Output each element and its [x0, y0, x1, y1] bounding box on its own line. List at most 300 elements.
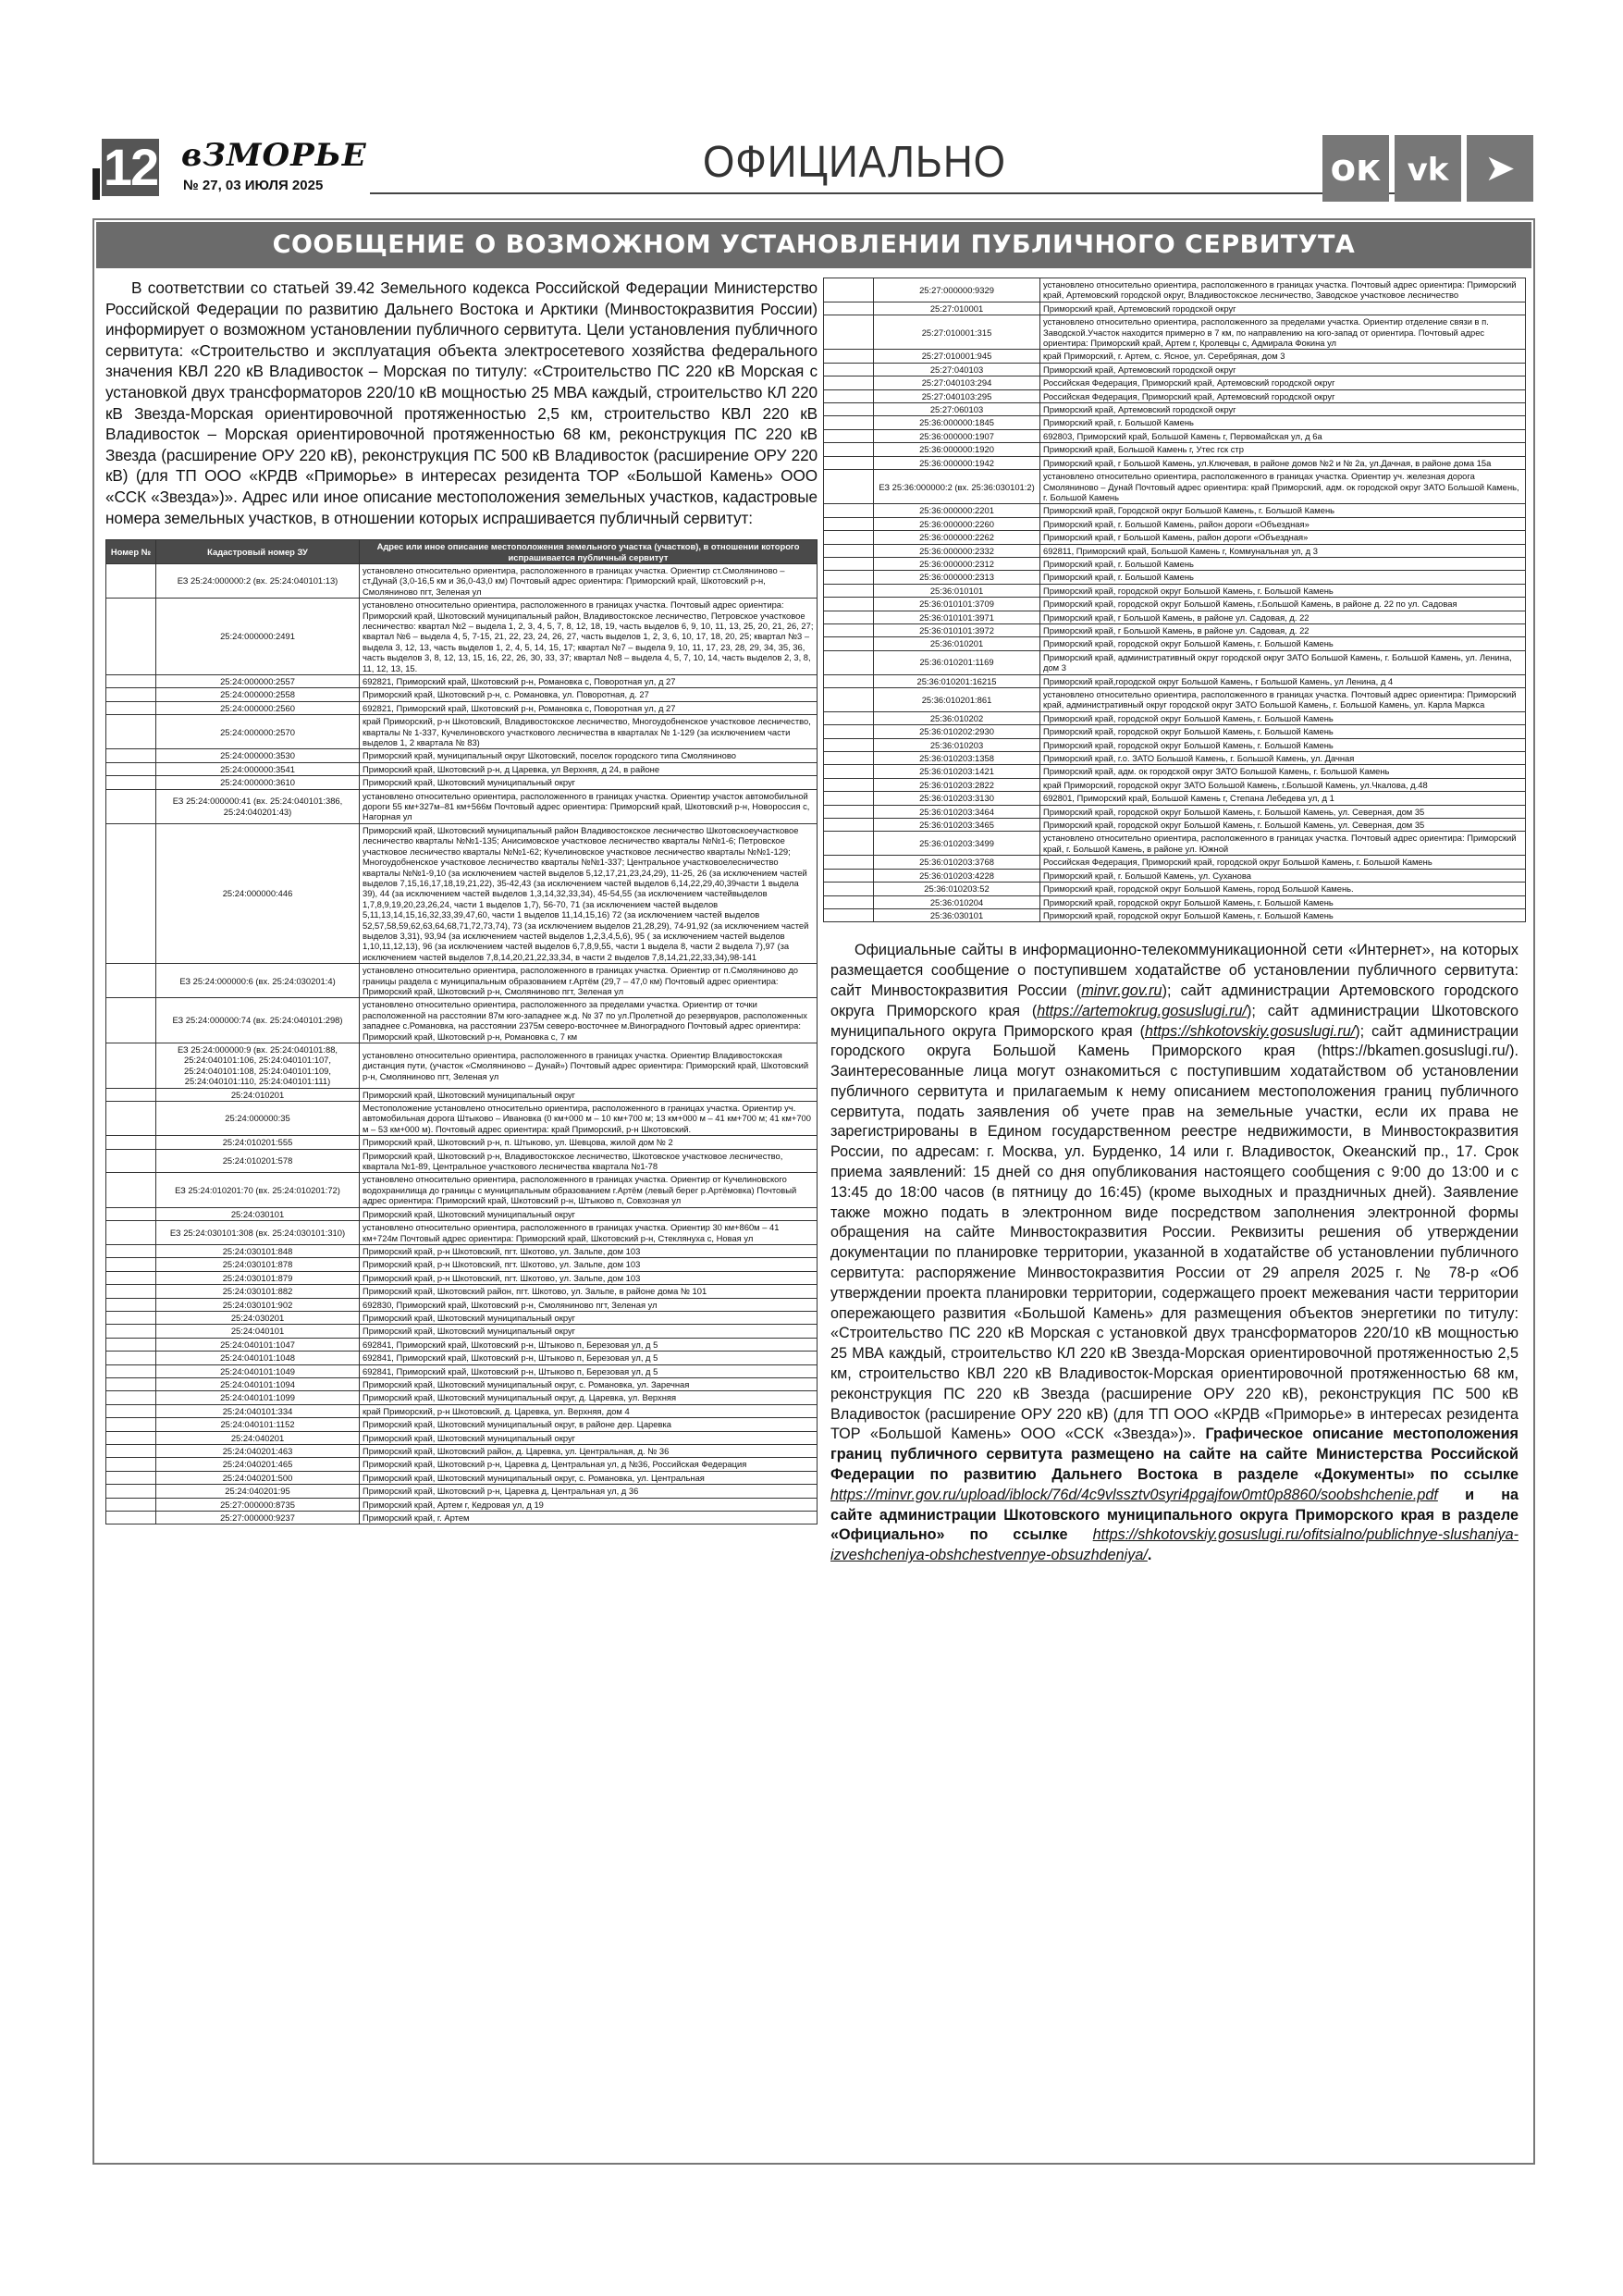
- cadastral-number: 25:27:040103: [874, 363, 1040, 376]
- cadastral-number: 25:27:010001:945: [874, 350, 1040, 363]
- table-row: [824, 544, 1526, 557]
- cadastral-number: 25:24:030101:882: [156, 1285, 360, 1298]
- intro-paragraph: В соответствии со статьей 39.42 Земельного кодекса Российской Федерации Министерство Российской Федерации по развитию Дальнего Востока и Арктики (Минвостокразвития России) информирует о возможном установлении публичного сервитута. Цели установления публичного сервитута: «Строительство и эксплуатация объекта электросетевого хозяйства федерального значения КВЛ 220 кВ Владивосток – Морская по титулу: «Строительство ПС 220 кВ Морская с установкой двух трансформаторов 220/10 кВ мощностью 25 МВА каждый, строительство КЛ 220 кВ Звезда-Морская ориентировочной протяженностью 2,5 км, строительство КВЛ 220 кВ Владивосток – Морская ориентировочной протяженностью 68 км, реконструкция ПС 220 кВ Звезда (расширение ОРУ 220 кВ), реконструкция ПС 500 кВ Владивосток (расширение ОРУ 220 кВ) (для ТП ООО «КРДВ «Приморье» в интересах резидента ТОР «Большой Камень» ООО «ССК «Звезда»)». Адрес или иное описание местоположения земельных участков, кадастровые номера земельных участков, в отношении которых испрашивается публичный сервитут:: [105, 278, 818, 527]
- cadastral-number: 25:24:040201:500: [156, 1471, 360, 1484]
- table-row: [106, 1418, 818, 1431]
- row-number: [824, 363, 874, 376]
- parcel-address: Приморский край, г. Большой Камень: [1040, 416, 1526, 429]
- row-number: [106, 1043, 156, 1089]
- table-row: [824, 819, 1526, 832]
- row-number: [824, 908, 874, 921]
- row-number: [824, 443, 874, 456]
- table-row: [824, 895, 1526, 908]
- table-row: [824, 517, 1526, 530]
- cadastral-number: 25:36:010204: [874, 895, 1040, 908]
- cadastral-number: 25:36:000000:1942: [874, 456, 1040, 469]
- cadastral-number: ЕЗ 25:36:000000:2 (вх. 25:36:030101:2): [874, 470, 1040, 504]
- cadastral-number: 25:36:000000:1907: [874, 429, 1040, 442]
- cadastral-number: ЕЗ 25:24:000000:41 (вх. 25:24:040101:386, 25:24:040201:43): [156, 789, 360, 823]
- header-bar: [92, 168, 100, 200]
- parcel-address: край Приморский, р-н Шкотовский, Владивостокское лесничество, Многоудобненское участковое лесничество, кварталы № 1-337, Кучелиновского участкового лесничества в кварталах № 1-129 (за исключением части выделов 1, 2 квартала № 83): [360, 715, 818, 749]
- parcel-address: 692841, Приморский край, Шкотовский р-н, Штыково п, Березовая ул, д 5: [360, 1364, 818, 1377]
- row-number: [106, 1173, 156, 1207]
- parcel-address: 692801, Приморский край, Большой Камень г, Степана Лебедева ул, д 1: [1040, 792, 1526, 805]
- cadastral-number: 25:36:000000:2313: [874, 571, 1040, 584]
- row-number: [824, 792, 874, 805]
- parcel-address: 692803, Приморский край, Большой Камень г, Первомайская ул, д 6а: [1040, 429, 1526, 442]
- row-number: [824, 752, 874, 765]
- row-number: [106, 1431, 156, 1444]
- cadastral-number: 25:36:000000:2201: [874, 504, 1040, 517]
- parcel-address: Приморский край, р-н Шкотовский, пгт. Шкотово, ул. Зальпе, дом 103: [360, 1258, 818, 1271]
- parcel-address: край Приморский, городской округ ЗАТО Большой Камень, г.Большой Камень, ул.Чкалова, д.48: [1040, 778, 1526, 791]
- newspaper-logo: вЗМОРЬЕ: [181, 137, 367, 174]
- cadastral-number: 25:36:000000:2260: [874, 517, 1040, 530]
- table-row: [824, 403, 1526, 416]
- parcel-address: Приморский край, Шкотовский район, д. Царевка, ул. Центральная, д. № 36: [360, 1445, 818, 1458]
- table-row: [106, 1364, 818, 1377]
- table-row: [106, 1285, 818, 1298]
- cadastral-number: 25:24:030101:878: [156, 1258, 360, 1271]
- table-row: [824, 623, 1526, 636]
- issue-info: № 27, 03 ИЮЛЯ 2025: [183, 178, 324, 193]
- table-row: [824, 376, 1526, 389]
- cadastral-number: 25:36:010203:3768: [874, 856, 1040, 869]
- table-row: [824, 883, 1526, 895]
- parcel-address: Приморский край, р-н Шкотовский, пгт. Шкотово, ул. Зальпе, дом 103: [360, 1244, 818, 1257]
- right-column: [823, 278, 1526, 1566]
- table-row: [106, 1102, 818, 1136]
- table-row: [106, 789, 818, 823]
- outro-text: Официальные сайты в информационно-телекоммуникационной сети «Интернет», на которых размещается сообщение о поступившем ходатайстве об установлении публичного сервитута: сайт Минвостокразвития России (: [830, 942, 1518, 999]
- parcel-address: Приморский край, Шкотовский муниципальный округ, с. Романовка, ул. Центральная: [360, 1471, 818, 1484]
- cadastral-number: 25:24:000000:2558: [156, 688, 360, 701]
- vk-icon[interactable]: vk: [1395, 135, 1461, 202]
- parcel-address: край Приморский, г. Артем, с. Ясное, ул. Серебряная, дом 3: [1040, 350, 1526, 363]
- parcel-address: Приморский край, городской округ Большой Камень, г. Большой Камень: [1040, 725, 1526, 738]
- cadastral-number: 25:36:000000:2332: [874, 544, 1040, 557]
- telegram-icon[interactable]: ➤: [1467, 135, 1533, 202]
- cadastral-number: ЕЗ 25:24:030101:308 (вх. 25:24:030101:310): [156, 1221, 360, 1245]
- cadastral-number: 25:24:040101:1047: [156, 1338, 360, 1351]
- parcel-address: Российская Федерация, Приморский край, городской округ Большой Камень, г. Большой Камень: [1040, 856, 1526, 869]
- table-row: [824, 792, 1526, 805]
- cadastral-number: 25:36:010201: [874, 637, 1040, 650]
- cadastral-number: 25:36:010203:4228: [874, 869, 1040, 882]
- table-row: [106, 762, 818, 775]
- parcel-address: установлено относительно ориентира, расположенного в границах участка. Ориентир от Кучелиновского водохранилища до границы с муниципальным образованием г.Артём (левый берег р.Артёмовка) Почтовый адрес ориентира: Приморский край, Шкотовский р-н, Штыково п, Совхозная ул: [360, 1173, 818, 1207]
- parcel-address: Приморский край, Шкотовский муниципальный округ: [360, 1207, 818, 1220]
- parcel-address: Приморский край, Шкотовский р-н, п. Штыково, ул. Шевцова, жилой дом № 2: [360, 1136, 818, 1149]
- row-number: [106, 964, 156, 998]
- table-row: [824, 688, 1526, 712]
- row-number: [106, 1445, 156, 1458]
- row-number: [106, 762, 156, 775]
- link-official-page[interactable]: https://shkotovskiy.gosuslugi.ru/ofitsialno/publichnye-slushaniya-izveshcheniya-obshchestvennye-obsuzhdeniya/: [830, 1526, 1518, 1564]
- cadastral-number: 25:27:000000:9329: [874, 278, 1040, 302]
- parcel-address: Приморский край, городской округ Большой Камень, г. Большой Камень: [1040, 637, 1526, 650]
- parcels-table-right: [823, 278, 1526, 922]
- table-row: [824, 389, 1526, 402]
- parcel-address: установлено относительно ориентира, расположенного за пределами участка. Ориентир от точки расположенной на расстоянии 87м юго-западнее ж.д. № 37 по ул.Пролетной до резервуаров, расположенных западнее с.Романовка, на расстоянии 2375м северо-восточнее м.Виноградного Почтовый адрес ориентира: Приморский край, Шкотовский р-н, Романовка с, 7 км: [360, 998, 818, 1043]
- table-row: [106, 998, 818, 1043]
- link-shkotovo[interactable]: https://shkotovskiy.gosuslugi.ru/: [1144, 1022, 1356, 1040]
- row-number: [106, 1418, 156, 1431]
- parcel-address: Приморский край, городской округ Большой Камень, г. Большой Камень, ул. Северная, дом 35: [1040, 805, 1526, 818]
- row-number: [106, 1404, 156, 1417]
- parcel-address: Приморский край, Шкотовский р-н, Царевка д, Центральная ул, д 36: [360, 1485, 818, 1498]
- ok-icon[interactable]: ок: [1322, 135, 1389, 202]
- table-row: [824, 531, 1526, 544]
- cadastral-number: 25:24:040201: [156, 1431, 360, 1444]
- parcel-address: Приморский край, административный округ городской округ ЗАТО Большой Камень, г. Большой Камень, ул. Ленина, дом 3: [1040, 650, 1526, 674]
- row-number: [106, 1498, 156, 1511]
- row-number: [824, 738, 874, 751]
- cadastral-number: 25:36:010203:3464: [874, 805, 1040, 818]
- parcel-address: Приморский край, г Большой Камень, в районе ул. Садовая, д. 22: [1040, 611, 1526, 623]
- parcel-address: Приморский край, г. Артем: [360, 1512, 818, 1524]
- parcel-address: 692841, Приморский край, Шкотовский р-н, Штыково п, Березовая ул, д 5: [360, 1338, 818, 1351]
- parcel-address: 692830, Приморский край, Шкотовский р-н, Смоляниново пгт, Зеленая ул: [360, 1298, 818, 1311]
- parcel-address: Приморский край, городской округ Большой Камень, г. Большой Камень: [1040, 895, 1526, 908]
- parcel-address: Приморский край, г Большой Камень, район дороги «Объездная»: [1040, 531, 1526, 544]
- parcel-address: Приморский край, городской округ Большой Камень, г. Большой Камень: [1040, 908, 1526, 921]
- row-number: [106, 1298, 156, 1311]
- cadastral-number: 25:36:010203:2822: [874, 778, 1040, 791]
- row-number: [824, 557, 874, 570]
- table-row: [106, 964, 818, 998]
- table-row: [106, 701, 818, 714]
- table-row: [824, 584, 1526, 597]
- table-row: [824, 470, 1526, 504]
- outro-text: ); сайт администрации Артемовского городского округа Приморского края (: [830, 981, 1518, 1019]
- table-row: [824, 637, 1526, 650]
- parcel-address: Приморский край, Шкотовский муниципальный округ, д. Царевка, ул. Верхняя: [360, 1391, 818, 1404]
- row-number: [824, 571, 874, 584]
- cadastral-number: 25:36:010203:3499: [874, 832, 1040, 856]
- table-row: [106, 1043, 818, 1089]
- table-row: [106, 1298, 818, 1311]
- row-number: [824, 470, 874, 504]
- table-row: [824, 363, 1526, 376]
- row-number: [106, 789, 156, 823]
- row-number: [106, 1377, 156, 1390]
- cadastral-number: 25:36:010201:16215: [874, 674, 1040, 687]
- parcel-address: Приморский край, Шкотовский муниципальный округ, в районе дер. Царевка: [360, 1418, 818, 1431]
- table-row: [106, 1431, 818, 1444]
- row-number: [106, 1244, 156, 1257]
- parcel-address: Приморский край, Шкотовский р-н, с. Романовка, ул. Поворотная, д. 27: [360, 688, 818, 701]
- table-row: [106, 1258, 818, 1271]
- table-row: [824, 315, 1526, 350]
- left-column: [105, 278, 818, 1524]
- table-row: [824, 711, 1526, 724]
- parcel-address: Приморский край, г Большой Камень, в районе ул. Садовая, д. 22: [1040, 623, 1526, 636]
- row-number: [106, 1207, 156, 1220]
- table-row: [106, 1338, 818, 1351]
- cadastral-number: 25:24:030101:902: [156, 1298, 360, 1311]
- table-row: [824, 752, 1526, 765]
- cadastral-number: ЕЗ 25:24:000000:2 (вх. 25:24:040101:13): [156, 563, 360, 598]
- table-row: [824, 832, 1526, 856]
- row-number: [106, 1271, 156, 1284]
- parcel-address: установлено относительно ориентира, расположенного в границах участка. Почтовый адрес ориентира: Приморский край, Артемовский городской округ, Владивостокское лесничество, Заводское участковое лесничество: [1040, 278, 1526, 302]
- cadastral-number: 25:27:010001: [874, 302, 1040, 315]
- outro-bold-text: и на сайте администрации Шкотовского муниципального округа Приморского края в разделе «Официально» по ссылке: [830, 1486, 1518, 1544]
- row-number: [106, 688, 156, 701]
- table-row: [106, 1498, 818, 1511]
- cadastral-number: ЕЗ 25:24:000000:74 (вх. 25:24:040101:298): [156, 998, 360, 1043]
- parcel-address: Приморский край, г Большой Камень, ул.Ключевая, в районе домов №2 и № 2а, ул.Дачная, в районе дома 15а: [1040, 456, 1526, 469]
- row-number: [824, 389, 874, 402]
- row-number: [106, 1149, 156, 1173]
- cadastral-number: 25:36:010202: [874, 711, 1040, 724]
- row-number: [824, 688, 874, 712]
- cadastral-number: 25:36:000000:2312: [874, 557, 1040, 570]
- table-row: [824, 725, 1526, 738]
- table-row: [824, 429, 1526, 442]
- parcel-address: Приморский край, г. Большой Камень: [1040, 571, 1526, 584]
- parcel-address: 692821, Приморский край, Шкотовский р-н, Романовка с, Поворотная ул, д 27: [360, 701, 818, 714]
- cadastral-number: 25:24:000000:3541: [156, 762, 360, 775]
- table-row: [824, 278, 1526, 302]
- cadastral-number: 25:24:000000:2491: [156, 599, 360, 675]
- cadastral-number: 25:36:010201:1169: [874, 650, 1040, 674]
- cadastral-number: ЕЗ 25:24:000000:6 (вх. 25:24:030201:4): [156, 964, 360, 998]
- parcel-address: установлено относительно ориентира, расположенного в границах участка. Ориентир участок автомобильной дороги 55 км+327м–81 км+566м Почтовый адрес ориентира: Приморский край, Шкотовский р-н, Новороссия с, Нагорная ул: [360, 789, 818, 823]
- row-number: [824, 416, 874, 429]
- table-row: [824, 650, 1526, 674]
- table-row: [106, 1311, 818, 1324]
- parcel-address: установлено относительно ориентира, расположенного в границах участка. Почтовый адрес ориентира: Приморский край, Шкотовский муниципальный район, Владивостокское лесничество, Петровское участковое лесничество: квартал №2 – выдела 1, 2, 3, 4, 5, 7, 8, 12, 18, 19, часть выделов 6, 9, 10, 11, 13, 25, 20, 21, 26, 27; квартал №6 – выдела 4, 5, 7-15, 21, 22, 23, 24, 26, 27, часть выделов 1, 2, 3, 6, 10, 17, 18, 20, 25; квартал №3 – выдела 3, 12, 13, часть выделов 1, 2, 4, 5, 14, 15, 17; квартал №7 – выдела 9, 10, 11, 17, 23, 28, 29, 34, 35, 36, часть выделов 3, 8, 12, 13, 15, 16, 22, 26, 30, 33, 37; квартал №8 – выдела 4, 5, 7, 10, 14, часть выделов 2, 3, 8, 11, 12, 13, 15.: [360, 599, 818, 675]
- cadastral-number: 25:27:040103:294: [874, 376, 1040, 389]
- table-row: [106, 688, 818, 701]
- col-address: Адрес или иное описание местоположения земельного участка (участков), в отношении которого испрашивается публичный сервитут: [360, 540, 818, 564]
- cadastral-number: 25:36:010203:1358: [874, 752, 1040, 765]
- table-row: [824, 778, 1526, 791]
- cadastral-number: 25:36:000000:2262: [874, 531, 1040, 544]
- parcel-address: Приморский край, р-н Шкотовский, пгт. Шкотово, ул. Зальпе, дом 103: [360, 1271, 818, 1284]
- row-number: [106, 1352, 156, 1364]
- table-row: [106, 599, 818, 675]
- row-number: [824, 429, 874, 442]
- row-number: [106, 715, 156, 749]
- row-number: [824, 832, 874, 856]
- table-row: [824, 571, 1526, 584]
- cadastral-number: 25:24:000000:2570: [156, 715, 360, 749]
- cadastral-number: 25:24:030201: [156, 1311, 360, 1324]
- parcel-address: край Приморский, р-н Шкотовский, д. Царевка, ул. Верхняя, дом 4: [360, 1404, 818, 1417]
- parcel-address: Приморский край, муниципальный округ Шкотовский, поселок городского типа Смоляниново: [360, 749, 818, 762]
- row-number: [824, 302, 874, 315]
- table-row: [106, 1173, 818, 1207]
- cadastral-number: 25:24:040101:1152: [156, 1418, 360, 1431]
- table-row: [106, 1471, 818, 1484]
- link-artem[interactable]: https://artemokrug.gosuslugi.ru/: [1037, 1002, 1248, 1019]
- row-number: [824, 315, 874, 350]
- cadastral-number: 25:36:010203:52: [874, 883, 1040, 895]
- cadastral-number: 25:24:030101:879: [156, 1271, 360, 1284]
- parcel-address: установлено относительно ориентира, расположенного в границах участка. Ориентир уч. железная дорога Смоляниново – Дунай Почтовый адрес ориентира: край Приморский, адм. ок городской округ ЗАТО Большой Камень, г. Большой Камень: [1040, 470, 1526, 504]
- table-row: [824, 302, 1526, 315]
- cadastral-number: 25:24:000000:2557: [156, 675, 360, 688]
- table-row: [824, 350, 1526, 363]
- parcel-address: Приморский край, Шкотовский р-н, Владивостокское лесничество, Шкотовское участковое лесничество, квартала №1-89, Центральное участкового лесничества квартала №1-78: [360, 1149, 818, 1173]
- table-row: [106, 1136, 818, 1149]
- row-number: [824, 403, 874, 416]
- row-number: [106, 1485, 156, 1498]
- cadastral-number: 25:36:010101:3971: [874, 611, 1040, 623]
- row-number: [824, 598, 874, 611]
- parcel-address: Приморский край, Артемовский городской округ: [1040, 403, 1526, 416]
- row-number: [106, 563, 156, 598]
- cadastral-number: 25:24:000000:3530: [156, 749, 360, 762]
- cadastral-number: 25:24:040101:1099: [156, 1391, 360, 1404]
- cadastral-number: 25:36:010202:2930: [874, 725, 1040, 738]
- cadastral-number: 25:24:040101: [156, 1325, 360, 1338]
- cadastral-number: 25:24:040201:463: [156, 1445, 360, 1458]
- row-number: [824, 765, 874, 778]
- row-number: [106, 998, 156, 1043]
- parcel-address: Приморский край, г. Большой Камень, район дороги «Объездная»: [1040, 517, 1526, 530]
- col-cadastral: Кадастровый номер ЗУ: [156, 540, 360, 564]
- row-number: [824, 895, 874, 908]
- table-row: [824, 557, 1526, 570]
- parcel-address: Приморский край, Шкотовский район, пгт. Шкотово, ул. Зальпе, в районе дома № 101: [360, 1285, 818, 1298]
- row-number: [106, 599, 156, 675]
- parcel-address: установлено относительно ориентира, расположенного в границах участка. Почтовый адрес ориентира: Приморский край, административный округ городской округ ЗАТО Большой Камень, г. Большой Камень, ул. Карла Маркса: [1040, 688, 1526, 712]
- table-row: [824, 611, 1526, 623]
- article-headline: СООБЩЕНИЕ О ВОЗМОЖНОМ УСТАНОВЛЕНИИ ПУБЛИЧНОГО СЕРВИТУТА: [96, 222, 1531, 268]
- row-number: [106, 701, 156, 714]
- table-row: [824, 805, 1526, 818]
- cadastral-number: 25:27:000000:9237: [156, 1512, 360, 1524]
- cadastral-number: 25:24:030101:848: [156, 1244, 360, 1257]
- table-row: [824, 856, 1526, 869]
- parcel-address: Приморский край, г. Большой Камень, ул. Суханова: [1040, 869, 1526, 882]
- table-row: [106, 749, 818, 762]
- cadastral-number: 25:36:010203:3130: [874, 792, 1040, 805]
- cadastral-number: 25:24:040101:1049: [156, 1364, 360, 1377]
- row-number: [824, 819, 874, 832]
- parcel-address: Приморский край,городской округ Большой Камень, г Большой Камень, ул Ленина, д 4: [1040, 674, 1526, 687]
- parcel-address: Приморский край, Шкотовский муниципальный район Владивостокское лесничество Шкотовскоеучастковое лесничество кварталы №№1-135; Анисимовское участковое лесничество кварталы №№1-6; Петровское участковое лесничество кварталы №№1-62; Кучелиновское участковое лесничество кварталы №№1-129; Многоудобненское участковое лесничество кварталы №№1-337; Центральное участковоелесничество кварталы №№1-9,10 (за исключением частей выделов 5,12,17,21,23,24,29), 11-25, 26 (за исключением частей выделов 7,15,16,17,18,19,21,22), 35-42,43 (за исключением частей выделов 6,14,22,29,40,39части 1 выдела 39), 44 (за исключением частей выделов 1,3,14,32,33,34), 45-54,55 (за исключением частейвыделов 1,7,8,9,19,20,23,26,24, части 1 выделов 1,7), 56-70, 71 (за исключением частей выделов 5,11,13,14,15,16,32,33,39,47,60, части 1 выделов 11,14,15,16) 72 (за исключением частей выделов 52,57,58,59,62,63,64,68,71,72,73,74), 73 (за исключением выделов 21,28,29), 74-91,92 (за исключением частей выделов 3,31), 93,94 (за исключением частей выделов 1,2,3,4,5,6), 95 ( за исключением частей выделов 1,10,11,12,13), 96 (за исключением частей выделов 6,7,8,9,55, части 1 выдела 8, части 2 выдела 7),97 (за исключением частей выделов 7,8,14,20,21,22,33,34, в части 2 выделов 7,8,14,21,22,33,34),98-141: [360, 823, 818, 963]
- table-row: [824, 908, 1526, 921]
- table-row: [824, 504, 1526, 517]
- parcel-address: 692811, Приморский край, Большой Камень г, Коммунальная ул, д 3: [1040, 544, 1526, 557]
- parcel-address: Приморский край, городской округ Большой Камень, г. Большой Камень: [1040, 711, 1526, 724]
- row-number: [824, 611, 874, 623]
- parcel-address: установлено относительно ориентира, расположенного за пределами участка. Ориентир отделение связи в п. Заводской.Участок находится примерно в 7 км, по направлению на юго-запад от ориентира. Почтовый адрес ориентира: Приморский край, Артем г, Кролевцы с, Адмирала Фокина ул: [1040, 315, 1526, 350]
- page-header: [92, 131, 1535, 204]
- table-row: [824, 765, 1526, 778]
- outro-text: ); сайт администрации Шкотовского муниципального округа Приморского края (: [830, 1002, 1519, 1040]
- row-number: [824, 674, 874, 687]
- table-row: [824, 443, 1526, 456]
- cadastral-number: 25:36:010101:3972: [874, 623, 1040, 636]
- table-row: [106, 776, 818, 789]
- parcel-address: установлено относительно ориентира, расположенного в границах участка. Ориентир Владивостокская дистанция пути, (участок «Смоляниново – Дунай») Почтовый адрес ориентира: Приморский край, Шкотовский р-н, Смоляниново пгт, Зеленая ул: [360, 1043, 818, 1089]
- table-row: [106, 1458, 818, 1471]
- table-row: [106, 675, 818, 688]
- table-row: [824, 598, 1526, 611]
- parcel-address: установлено относительно ориентира, расположенного в границах участка. Ориентир 30 км+860м – 41 км+724м Почтовый адрес ориентира: Приморский край, Шкотовский р-н, Стеклянуха с, Новая ул: [360, 1221, 818, 1245]
- table-row: [106, 1377, 818, 1390]
- row-number: [106, 1311, 156, 1324]
- parcel-address: Приморский край, адм. ок городской округ ЗАТО Большой Камень, г. Большой Камень: [1040, 765, 1526, 778]
- row-number: [824, 883, 874, 895]
- row-number: [824, 637, 874, 650]
- header-rule: [370, 192, 1406, 194]
- row-number: [824, 650, 874, 674]
- cadastral-number: 25:36:010203:1421: [874, 765, 1040, 778]
- row-number: [824, 531, 874, 544]
- parcel-address: Местоположение установлено относительно ориентира, расположенного в границах участка. Ориентир уч. автомобильная дорога Штыково – Ивановка (0 км+000 м – 10 км+700 м; 13 км+000 м – 41 км+700 м; 41 км+700 м – 53 км+000 м). Почтовый адрес ориентира: край Приморский, р-н Шкотовский.: [360, 1102, 818, 1136]
- parcel-address: Приморский край, Шкотовский р-н, д Царевка, ул Верхняя, д 24, в районе: [360, 762, 818, 775]
- link-document-pdf[interactable]: https://minvr.gov.ru/upload/iblock/76d/4c9vlssztv0syri4pgajfow0mt0p8860/soobshchenie.pdf: [830, 1486, 1438, 1503]
- row-number: [824, 517, 874, 530]
- parcel-address: установлено относительно ориентира, расположенного в границах участка. Ориентир ст.Смоляниново – ст.Дунай (3,0-16,5 км и 36,0-43,0 км) Почтовый адрес ориентира: Приморский край, Шкотовский р-н, Смоляниново пгт, Зеленая ул: [360, 563, 818, 598]
- row-number: [824, 711, 874, 724]
- link-minvr[interactable]: minvr.gov.ru: [1081, 981, 1162, 999]
- parcel-address: установлено относительно ориентира, расположенного в границах участка. Почтовый адрес ориентира: Приморский край, г. Большой Камень, в районе ул. Южной: [1040, 832, 1526, 856]
- row-number: [824, 456, 874, 469]
- page-number: 12: [103, 138, 158, 196]
- row-number: [106, 1338, 156, 1351]
- table-row: [106, 1244, 818, 1257]
- row-number: [106, 1258, 156, 1271]
- row-number: [824, 623, 874, 636]
- parcel-address: Приморский край, городской округ Большой Камень, г. Большой Камень, ул. Северная, дом 35: [1040, 819, 1526, 832]
- parcel-address: Приморский край, Артемовский городской округ: [1040, 363, 1526, 376]
- row-number: [106, 776, 156, 789]
- parcel-address: 692841, Приморский край, Шкотовский р-н, Штыково п, Березовая ул, д 5: [360, 1352, 818, 1364]
- row-number: [106, 1391, 156, 1404]
- table-row: [106, 563, 818, 598]
- cadastral-number: 25:36:010201:861: [874, 688, 1040, 712]
- table-row: [824, 674, 1526, 687]
- parcels-table-left: [105, 539, 818, 1524]
- row-number: [106, 1136, 156, 1149]
- cadastral-number: 25:24:010201:578: [156, 1149, 360, 1173]
- row-number: [106, 1088, 156, 1101]
- parcel-address: Приморский край, Артем г, Кедровая ул, д 19: [360, 1498, 818, 1511]
- table-row: [106, 1404, 818, 1417]
- cadastral-number: ЕЗ 25:24:000000:9 (вх. 25:24:040101:88, 25:24:040101:106, 25:24:040101:107, 25:24:040101:108, 25:24:040101:109, 25:24:040101:110, 25:24:040101:111): [156, 1043, 360, 1089]
- cadastral-number: 25:24:040201:95: [156, 1485, 360, 1498]
- parcel-address: Российская Федерация, Приморский край, Артемовский городской округ: [1040, 389, 1526, 402]
- parcel-address: Приморский край, Большой Камень г, Утес гск стр: [1040, 443, 1526, 456]
- table-row: [106, 1271, 818, 1284]
- outro-bold-text: Графическое описание местоположения границ публичного сервитута размещено на сайте на сайте Министерства Российской Федерации по развитию Дальнего Востока в разделе «Документы» по ссылке: [830, 1426, 1518, 1484]
- cadastral-number: 25:24:040101:334: [156, 1404, 360, 1417]
- parcel-address: 692821, Приморский край, Шкотовский р-н, Романовка с, Поворотная ул, д 27: [360, 675, 818, 688]
- parcel-address: Приморский край, Шкотовский муниципальный округ, с. Романовка, ул. Заречная: [360, 1377, 818, 1390]
- row-number: [106, 1364, 156, 1377]
- cadastral-number: 25:27:010001:315: [874, 315, 1040, 350]
- parcel-address: Приморский край, Городской округ Большой Камень, г. Большой Камень: [1040, 504, 1526, 517]
- parcel-address: Приморский край, Артемовский городской округ: [1040, 302, 1526, 315]
- parcel-address: Приморский край, Шкотовский муниципальный округ: [360, 1088, 818, 1101]
- col-number: Номер №: [106, 540, 156, 564]
- parcel-address: Приморский край, городской округ Большой Камень, город Большой Камень.: [1040, 883, 1526, 895]
- cadastral-number: 25:27:060103: [874, 403, 1040, 416]
- row-number: [824, 544, 874, 557]
- row-number: [824, 350, 874, 363]
- row-number: [106, 1285, 156, 1298]
- closing-paragraph: [823, 941, 1526, 1566]
- outro-text: ); сайт администрации городского округа Большой Камень Приморского края (https://bkamen.gosuslugi.ru/). Заинтересованные лица могут ознакомиться с поступившим ходатайством об установлении публичного сервитута и прилагаемым к нему описанием местоположения границ публичного сервитута, подать заявления об учете прав на земельные участки, если их права не зарегистрированы в Едином государственном реестре недвижимости, в Минвостокразвития России, по адресам: г. Москва, ул. Бурденко, 14 или г. Владивосток, Океанский пр., 17. Срок приема заявлений: 15 дней со дня опубликования настоящего сообщения с 9:00 до 13:00 и с 13:45 до 18:00 часов (в пятницу до 16:45) (кроме выходных и праздничных дней). Заявление также можно подать в электронном виде посредством заполнения электронной формы обращения на сайте Минвостокразвития России. Реквизиты решения об утверждении документации по планировке территории, указанной в ходатайстве об установлении публичного сервитута: распоряжение Минвостокразвития России от 29 апреля 2025 г. № 78-р «Об утверждении проекта планировки территории, содержащего проект межевания части территории опережающего развития «Большой Камень» для размещения объектов энергетики по титулу: «Строительство ПС 220 кВ Морская с установкой двух трансформаторов 220/10 кВ мощностью 25 МВА каждый, строительство КЛ 220 кВ Звезда-Морская ориентировочной протяженностью 2,5 км, строительство КВЛ 220 кВ Владивосток-Морская ориентировочной протяженностью 68 км, реконструкция ПС 220 кВ Звезда (расширение ОРУ 220 кВ), реконструкция ПС 500 кВ Владивосток (расширение ОРУ 220 кВ) (для ТП ООО «КРДВ «Приморье» в интересах резидента ТОР «Большой Камень» ООО «ССК «Звезда»)».: [830, 1022, 1519, 1443]
